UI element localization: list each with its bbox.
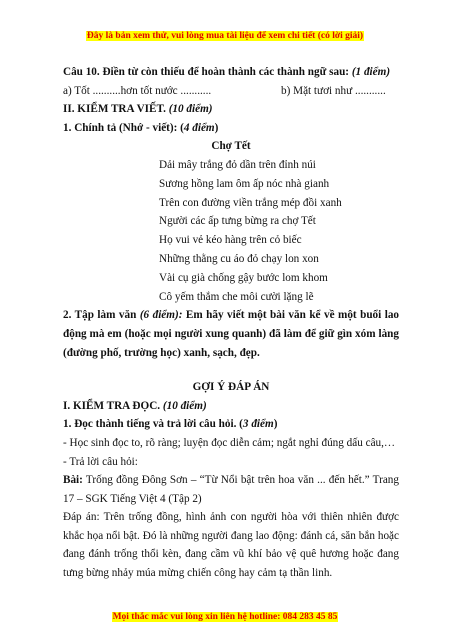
poem-line: Những thằng cu áo đỏ chạy lon xon bbox=[159, 252, 319, 265]
preview-banner bbox=[0, 31, 450, 41]
reading-close: ) bbox=[273, 418, 278, 431]
poem-line: Người các ấp tưng bừng ra chợ Tết bbox=[159, 215, 316, 228]
poem-line: Họ vui vẻ kéo hàng trên cỏ biếc bbox=[159, 234, 302, 247]
essay-label: 2. Tập làm văn bbox=[63, 309, 137, 322]
reading-points: 3 điểm bbox=[242, 418, 274, 431]
poem-line: Cô yếm thắm che môi cười lặng lẽ bbox=[159, 290, 314, 303]
hotline-banner-text: Mọi thắc mắc vui lòng xin liên hệ hotline: 084 283 45 85 bbox=[112, 612, 338, 622]
reading-label: 1. Đọc thành tiếng và trả lời câu hỏi. ( bbox=[63, 418, 243, 431]
preview-banner-text: Đây là bản xem thử, vui lòng mua tài liệu để xem chi tiết (có lời giải) bbox=[86, 31, 364, 41]
question-10-blanks bbox=[63, 82, 399, 101]
hotline-banner bbox=[0, 612, 450, 622]
blank-b: b) Mặt tươi như ........... bbox=[281, 84, 386, 97]
lesson-reference bbox=[63, 471, 399, 508]
section-2-title: II. KIỂM TRA VIẾT. bbox=[63, 103, 166, 116]
question-10 bbox=[63, 63, 399, 82]
lesson-text: Trống đồng Đông Sơn – “Từ Nổi bật trên hoa văn ... đến hết.” Trang 17 – SGK Tiếng Việt 4 (Tập 2) bbox=[63, 474, 399, 505]
answers-section-1-points: (10 điểm) bbox=[162, 399, 207, 412]
section-2-points: (10 điểm) bbox=[168, 103, 213, 116]
question-10-points: (1 điểm) bbox=[351, 66, 391, 78]
answers-title: GỢI Ý ĐÁP ÁN bbox=[192, 381, 270, 394]
question-10-label: Câu 10. Điền từ còn thiếu để hoàn thành các thành ngữ sau: bbox=[63, 66, 350, 78]
dictation-points: 4 điểm bbox=[183, 121, 215, 134]
essay-text: Em hãy viết một bài văn kể về một buổi lao động mà em (hoặc mọi người xung quanh) đã làm để giữ gìn xóm làng (đường phố, trường học) xanh, sạch, đẹp. bbox=[63, 309, 400, 359]
answers-section-1-title: I. KIỂM TRA ĐỌC. bbox=[63, 399, 161, 412]
dictation-heading bbox=[63, 119, 399, 138]
poem bbox=[63, 156, 399, 306]
poem-line: Vài cụ già chống gậy bước lom khom bbox=[159, 271, 328, 284]
blank-a: a) Tốt ..........hơn tốt nước ........... bbox=[63, 84, 212, 97]
answers-section-1-heading bbox=[63, 397, 399, 416]
bullet-answer: - Trả lời câu hỏi: bbox=[63, 455, 138, 468]
reading-heading bbox=[63, 415, 399, 434]
document-body bbox=[63, 63, 399, 583]
poem-line: Sương hồng lam ôm ấp nóc nhà gianh bbox=[159, 177, 330, 190]
answer-text: Đáp án: Trên trống đồng, hình ảnh con người hòa với thiên nhiên được khắc họa nổi bật. Đó là những người đang lao động: đánh cá, săn bắn hoặc đang đánh trống thổi kèn, đang cầm vũ khí bảo vệ quê hương hoặc đang tưng bừng nhảy múa mừng chiến công hay cảm tạ thần linh. bbox=[63, 511, 399, 580]
bullet-reading: - Học sinh đọc to, rõ ràng; luyện đọc diễn cảm; ngắt nghỉ đúng dấu câu,… bbox=[63, 436, 396, 449]
poem-line: Dải mây trắng đỏ dần trên đỉnh núi bbox=[159, 158, 316, 171]
essay-points: (6 điểm): bbox=[139, 309, 183, 322]
poem-line: Trên con đường viền trắng mép đồi xanh bbox=[159, 196, 342, 209]
dictation-close: ) bbox=[214, 121, 219, 134]
poem-title: Chợ Tết bbox=[211, 140, 251, 153]
essay-prompt bbox=[63, 306, 399, 362]
dictation-label: 1. Chính tả (Nhớ - viết): ( bbox=[63, 121, 184, 134]
lesson-label: Bài: bbox=[63, 474, 83, 487]
section-2-heading bbox=[63, 100, 399, 119]
